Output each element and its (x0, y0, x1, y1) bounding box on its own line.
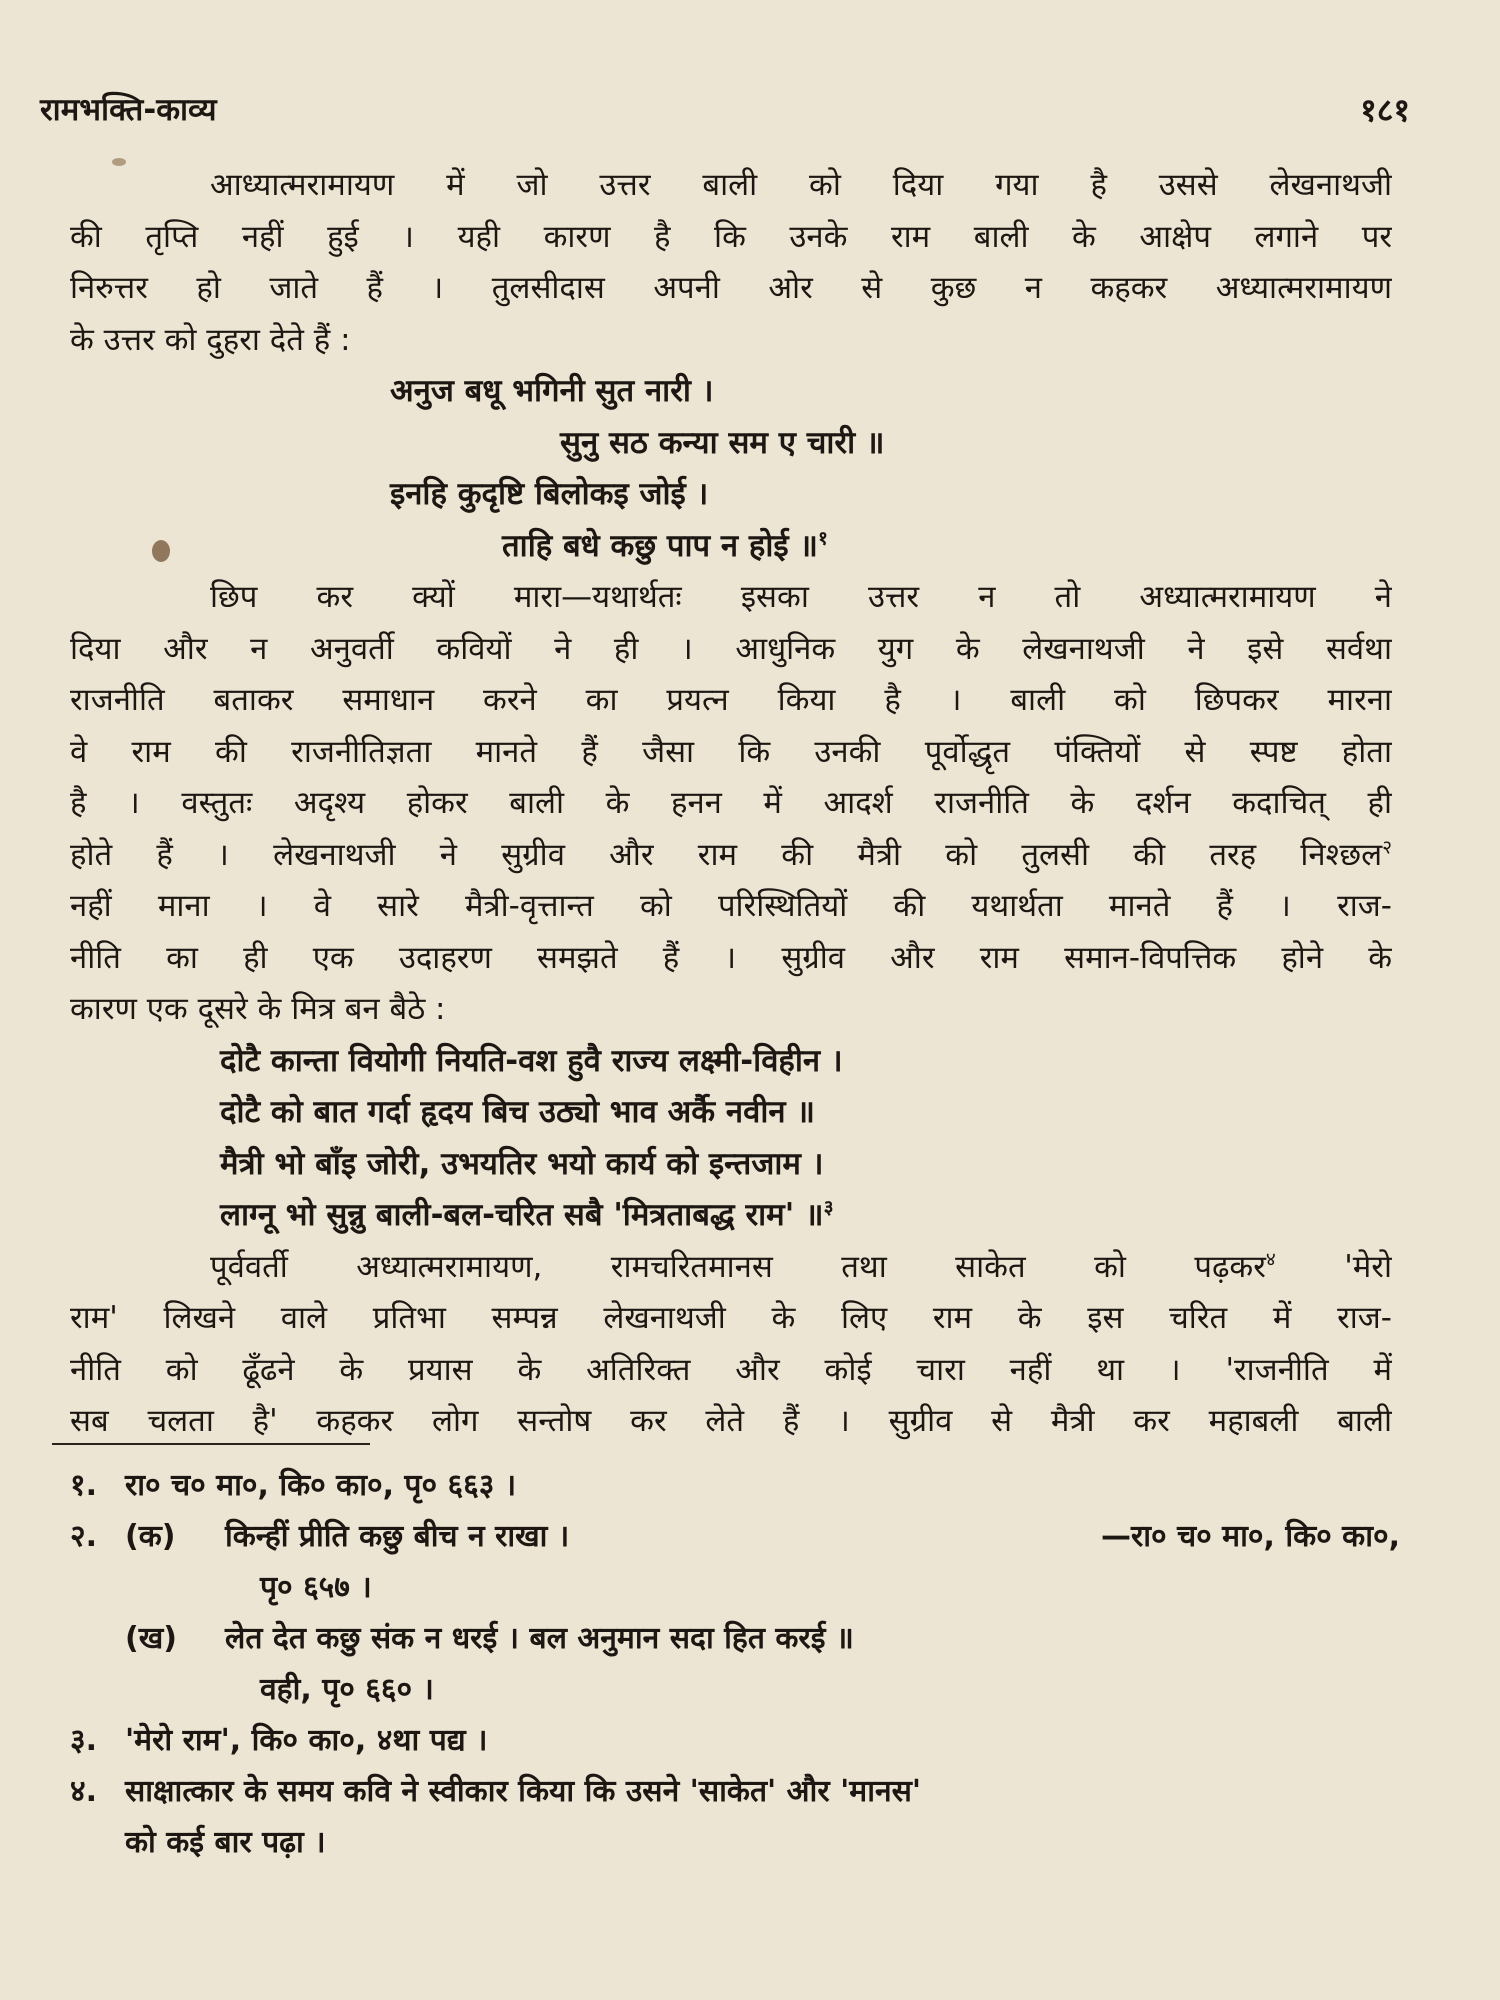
footnote-number: ४. (70, 1774, 97, 1809)
verse-line: दोटै को बात गर्दा हृदय बिच उठ्यो भाव अर्कै नवीन ॥ (220, 1094, 815, 1130)
paragraph-line: के उत्तर को दुहरा देते हैं : (70, 321, 351, 358)
verse-text: लाग्नू भो सुन्नु बाली-बल-चरित सबै 'मित्रताबद्ध राम' ॥ (220, 1197, 824, 1233)
paragraph-line: कारण एक दूसरे के मित्र बन बैठे : (70, 991, 446, 1027)
paragraph-line: राम' लिखने वाले प्रतिभा सम्पन्न लेखनाथजी के लिए राम के इस चरित में राज- (70, 1300, 1392, 1336)
footnote-subitem: (ख) (125, 1621, 177, 1656)
footnote-text: रा० च० मा०, कि० का०, पृ० ६६३ । (125, 1468, 517, 1503)
footnote-3 (70, 1715, 1400, 1766)
verse-line: अनुज बधू भगिनी सुत नारी । (390, 373, 714, 409)
footnote-text: किन्हीं प्रीति कछु बीच न राखा । (225, 1519, 570, 1554)
running-head: रामभक्ति-काव्य (40, 92, 217, 128)
footnote-marker[interactable]: ४ (1265, 1248, 1276, 1271)
paragraph-line: नीति को ढूँढने के प्रयास के अतिरिक्त और कोई चारा नहीं था । 'राजनीति में (70, 1351, 1392, 1388)
page-number: १८१ (1360, 91, 1410, 129)
footnote-4 (70, 1766, 1400, 1817)
footnote-number: ३. (70, 1723, 97, 1758)
footnote-subitem: (क) (125, 1519, 176, 1554)
verse-line: सुनु सठ कन्या सम ए चारी ॥ (560, 424, 885, 461)
verse-line (70, 1190, 1392, 1242)
footnote-divider (52, 1443, 370, 1445)
footnote-marker[interactable]: १ (817, 527, 828, 550)
verse-line: दोटै कान्ता वियोगी नियति-वश हुवै राज्य लक्ष्मी-विहीन । (220, 1042, 843, 1079)
verse-line: मैत्री भो बाँइ जोरी, उभयतिर भयो कार्य को इन्तजाम । (220, 1145, 824, 1182)
body-text (70, 160, 1392, 1448)
footnote-2b-cont: वही, पृ० ६६० । (260, 1672, 434, 1707)
footnote-number: १. (70, 1468, 97, 1503)
paragraph-line: राजनीति बताकर समाधान करने का प्रयत्न किया है । बाली को छिपकर मारना (70, 682, 1392, 718)
paragraph-line: सब चलता है' कहकर लोग सन्तोष कर लेते हैं । सुग्रीव से मैत्री कर महाबली बाली (70, 1403, 1392, 1439)
paragraph-line: नीति का ही एक उदाहरण समझते हैं । सुग्रीव और राम समान-विपत्तिक होने के (70, 939, 1392, 976)
paragraph-text: होते हैं । लेखनाथजी ने सुग्रीव और राम की मैत्री को तुलसी की तरह निश्छल (70, 836, 1383, 873)
paragraph-line (70, 830, 1392, 882)
paragraph-line: है । वस्तुतः अदृश्य होकर बाली के हनन में आदर्श राजनीति के दर्शन कदाचित् ही (70, 785, 1392, 821)
footnote-marker[interactable]: २ (1382, 836, 1392, 859)
paragraph-line: छिप कर क्यों मारा—यथार्थतः इसका उत्तर न तो अध्यात्मरामायण ने (210, 579, 1392, 615)
verse-line (70, 521, 1392, 573)
footnote-text: साक्षात्कार के समय कवि ने स्वीकार किया कि उसने 'साकेत' और 'मानस' (125, 1774, 922, 1809)
footnote-text: 'मेरो राम', कि० का०, ४था पद्य । (125, 1723, 488, 1758)
paragraph-text: 'मेरो (1344, 1248, 1392, 1285)
paragraph-line: की तृप्ति नहीं हुई । यही कारण है कि उनके राम बाली के आक्षेप लगाने पर (70, 218, 1392, 255)
paragraph-line: निरुत्तर हो जाते हैं । तुलसीदास अपनी ओर से कुछ न कहकर अध्यात्मरामायण (70, 270, 1392, 306)
paragraph-line: वे राम की राजनीतिज्ञता मानते हैं जैसा कि उनकी पूर्वोद्धृत पंक्तियों से स्पष्ट होता (70, 733, 1392, 770)
page-header (40, 88, 1410, 138)
paragraph-line: नहीं माना । वे सारे मैत्री-वृत्तान्त को परिस्थितियों की यथार्थता मानते हैं । राज- (70, 888, 1392, 924)
footnote-number: २. (70, 1519, 97, 1554)
paragraph-line: दिया और न अनुवर्ती कवियों ने ही । आधुनिक युग के लेखनाथजी ने इसे सर्वथा (70, 630, 1392, 667)
verse-text: ताहि बधे कछु पाप न होई ॥ (502, 527, 818, 564)
footnote-4-cont: को कई बार पढ़ा । (125, 1825, 326, 1860)
paragraph-line (70, 1242, 1392, 1294)
footnote-text: लेत देत कछु संक न धरई । बल अनुमान सदा हित करई ॥ (225, 1621, 854, 1656)
footnote-2a (70, 1511, 1400, 1562)
footnote-marker[interactable]: ३ (823, 1196, 834, 1219)
paragraph-line: आध्यात्मरामायण में जो उत्तर बाली को दिया गया है उससे लेखनाथजी (210, 167, 1392, 203)
footnotes (70, 1460, 1400, 1868)
paragraph-text: पूर्ववर्ती अध्यात्मरामायण, रामचरितमानस तथा साकेत को पढ़कर (210, 1248, 1266, 1285)
footnote-source: —रा० च० मा०, कि० का०, (1101, 1519, 1400, 1554)
verse-line: इनहि कुदृष्टि बिलोकइ जोई । (390, 476, 709, 512)
footnote-2a-cont: पृ० ६५७ । (260, 1570, 372, 1605)
footnote-1 (70, 1460, 1400, 1511)
footnote-2b (70, 1613, 1400, 1664)
